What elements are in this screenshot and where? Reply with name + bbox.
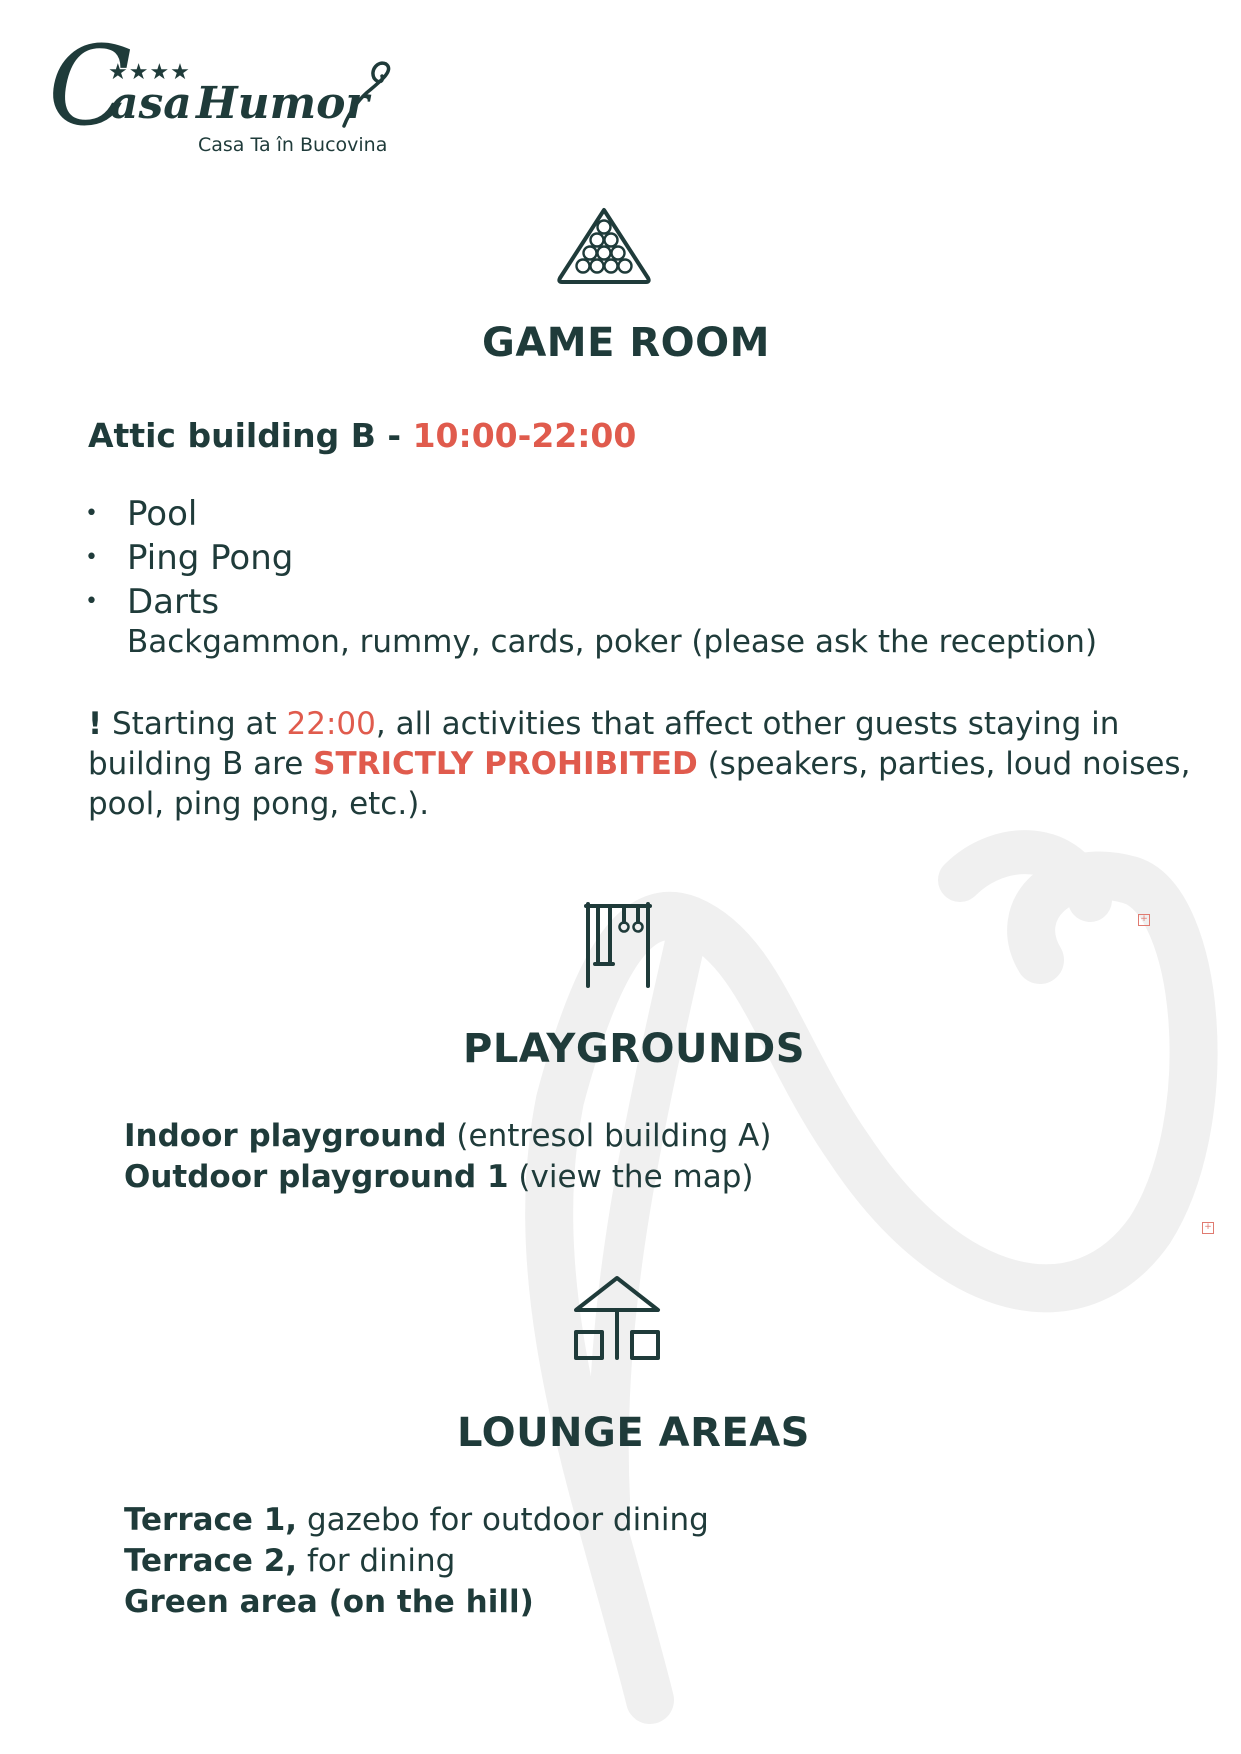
- list-item-label: Pool: [127, 494, 198, 534]
- lounge-line: Terrace 2, for dining: [124, 1543, 456, 1579]
- notice-line-3: pool, ping pong, etc.).: [88, 786, 430, 822]
- playgrounds-title: PLAYGROUNDS: [463, 1026, 806, 1072]
- lounge-lines: [124, 1500, 709, 1623]
- playground-line: Outdoor playground 1 (view the map): [124, 1159, 754, 1195]
- notice-line-1: ! Starting at 22:00, all activities that affect other guests staying in: [88, 706, 1120, 742]
- lounge-line: Terrace 1, gazebo for outdoor dining: [124, 1502, 709, 1538]
- lounge-areas-title: LOUNGE AREAS: [457, 1410, 810, 1456]
- list-item: • Darts: [85, 582, 220, 622]
- game-room-location-line: [88, 416, 636, 456]
- list-item-label: Darts: [127, 582, 220, 622]
- logo-c: C: [48, 22, 133, 150]
- marker-2: +: [1202, 1222, 1214, 1234]
- list-item: • Ping Pong: [85, 538, 294, 578]
- casa-humor-logo: [46, 22, 426, 164]
- lounge-line: Green area (on the hill): [124, 1584, 534, 1620]
- logo-stars: ★★★★: [108, 60, 191, 85]
- billiard-rack-icon: [556, 206, 652, 284]
- game-room-hours: 10:00-22:00: [412, 416, 637, 455]
- game-room-separator: -: [375, 416, 413, 455]
- notice-line-2: building B are STRICTLY PROHIBITED (speakers, parties, loud noises,: [88, 746, 1191, 782]
- game-room-extra: Backgammon, rummy, cards, poker (please ask the reception): [127, 624, 1098, 660]
- logo-asa: asa: [110, 78, 192, 129]
- marker-1: +: [1138, 914, 1150, 926]
- swing-set-icon: [584, 900, 652, 990]
- playgrounds-lines: [124, 1116, 771, 1198]
- game-room-location: Attic building B: [88, 416, 376, 455]
- list-item-label: Ping Pong: [127, 538, 294, 578]
- game-room-list: [85, 492, 293, 624]
- logo-humor: Humor: [196, 78, 369, 129]
- game-room-title: GAME ROOM: [482, 320, 770, 366]
- gazebo-icon: [572, 1270, 662, 1362]
- logo-swirl-icon: [336, 60, 396, 130]
- game-room-notice: [88, 704, 1190, 824]
- list-item: • Pool: [85, 494, 198, 534]
- playground-line: Indoor playground (entresol building A): [124, 1118, 772, 1154]
- logo-tagline: Casa Ta în Bucovina: [198, 134, 388, 156]
